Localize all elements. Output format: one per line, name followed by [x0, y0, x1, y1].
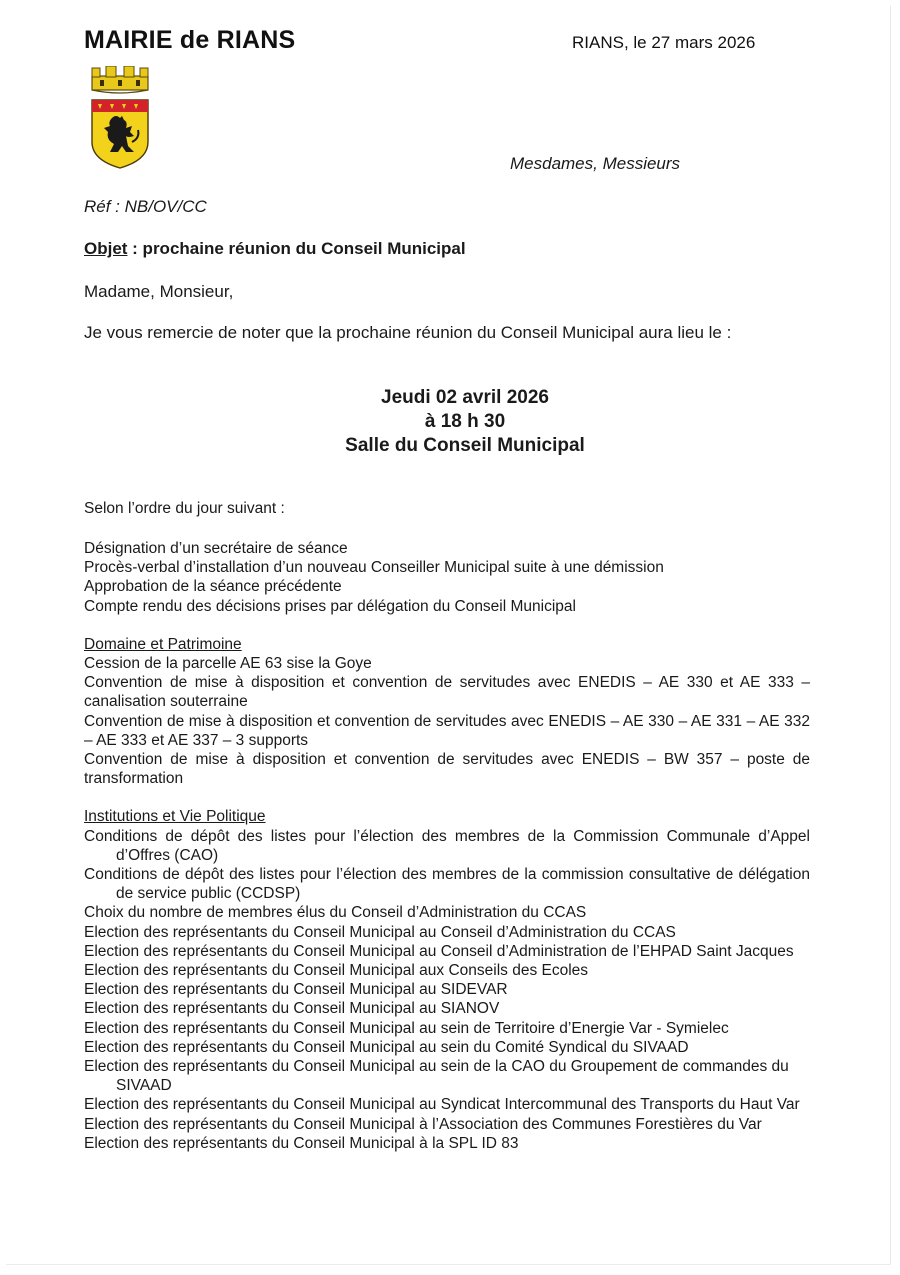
agenda-item: Convention de mise à disposition et convention de servitudes avec ENEDIS – AE 330 et AE 333 – canalisation souterraine: [84, 674, 810, 711]
agenda-item: Election des représentants du Conseil Municipal aux Conseils des Ecoles: [84, 962, 589, 980]
agenda-item: Convention de mise à disposition et convention de servitudes avec ENEDIS – AE 330 – AE 331 – AE 332 – AE 333 et AE 337 – 3 supports: [84, 712, 810, 749]
reference: Réf : NB/OV/CC: [84, 197, 207, 216]
coat-of-arms-icon: [88, 66, 152, 170]
agenda-item: Choix du nombre de membres élus du Conseil d’Administration du CCAS: [84, 904, 587, 922]
objet-line: [84, 239, 466, 259]
objet-text: : prochaine réunion du Conseil Municipal: [127, 239, 466, 258]
agenda-item: Election des représentants du Conseil Municipal à la SPL ID 83: [84, 1134, 519, 1152]
agenda-item: Conditions de dépôt des listes pour l’élection des membres de la commission consultative de délégation de service public (CCDSP): [84, 866, 810, 903]
meeting-block: [0, 386, 900, 458]
section-heading-institutions: Institutions et Vie Politique: [84, 808, 266, 826]
letter-date: RIANS, le 27 mars 2026: [572, 33, 756, 52]
agenda-item: Election des représentants du Conseil Municipal au SIANOV: [84, 1000, 500, 1018]
meeting-day: Jeudi 02 avril 2026: [381, 387, 549, 408]
agenda-item: Election des représentants du Conseil Municipal au Syndicat Intercommunal des Transports du Haut Var: [84, 1096, 800, 1114]
salutation-top: Mesdames, Messieurs: [510, 154, 681, 173]
section-heading-domaine: Domaine et Patrimoine: [84, 635, 242, 653]
agenda-item: Election des représentants du Conseil Municipal au sein de Territoire d’Energie Var - Symielec: [84, 1019, 729, 1037]
mairie-title: MAIRIE de RIANS: [84, 26, 296, 54]
agenda-item: Convention de mise à disposition et convention de servitudes avec ENEDIS – BW 357 – poste de transformation: [84, 751, 810, 788]
greeting: Madame, Monsieur,: [84, 282, 234, 301]
intro-paragraph: Je vous remercie de noter que la prochaine réunion du Conseil Municipal aura lieu le :: [84, 323, 732, 342]
agenda-item: Election des représentants du Conseil Municipal à l’Association des Communes Forestières du Var: [84, 1115, 762, 1133]
agenda-intro: Selon l’ordre du jour suivant :: [84, 500, 285, 517]
agenda-item: Procès-verbal d’installation d’un nouveau Conseiller Municipal suite à une démission: [84, 559, 664, 577]
agenda-item: Désignation d’un secrétaire de séance: [84, 540, 348, 557]
meeting-time: à 18 h 30: [424, 411, 506, 432]
agenda-item: Conditions de dépôt des listes pour l’élection des membres de la Commission Communale d’Appel d’Offres (CAO): [84, 827, 810, 864]
agenda-item: Election des représentants du Conseil Municipal au SIDEVAR: [84, 981, 508, 999]
agenda-item: Compte rendu des décisions prises par délégation du Conseil Municipal: [84, 597, 576, 615]
agenda-list: [84, 539, 810, 1153]
agenda-item: Approbation de la séance précédente: [84, 578, 342, 596]
objet-label: Objet: [84, 239, 128, 258]
agenda-item: Cession de la parcelle AE 63 sise la Goye: [84, 655, 372, 673]
agenda-item: Election des représentants du Conseil Municipal au sein du Comité Syndical du SIVAAD: [84, 1038, 689, 1056]
agenda-item: Election des représentants du Conseil Municipal au sein de la CAO du Groupement de commandes du SIVAAD: [84, 1058, 789, 1095]
meeting-place: Salle du Conseil Municipal: [345, 435, 585, 456]
agenda-item: Election des représentants du Conseil Municipal au Conseil d’Administration du CCAS: [84, 923, 676, 941]
agenda-item: Election des représentants du Conseil Municipal au Conseil d’Administration de l’EHPAD Saint Jacques: [84, 942, 794, 960]
